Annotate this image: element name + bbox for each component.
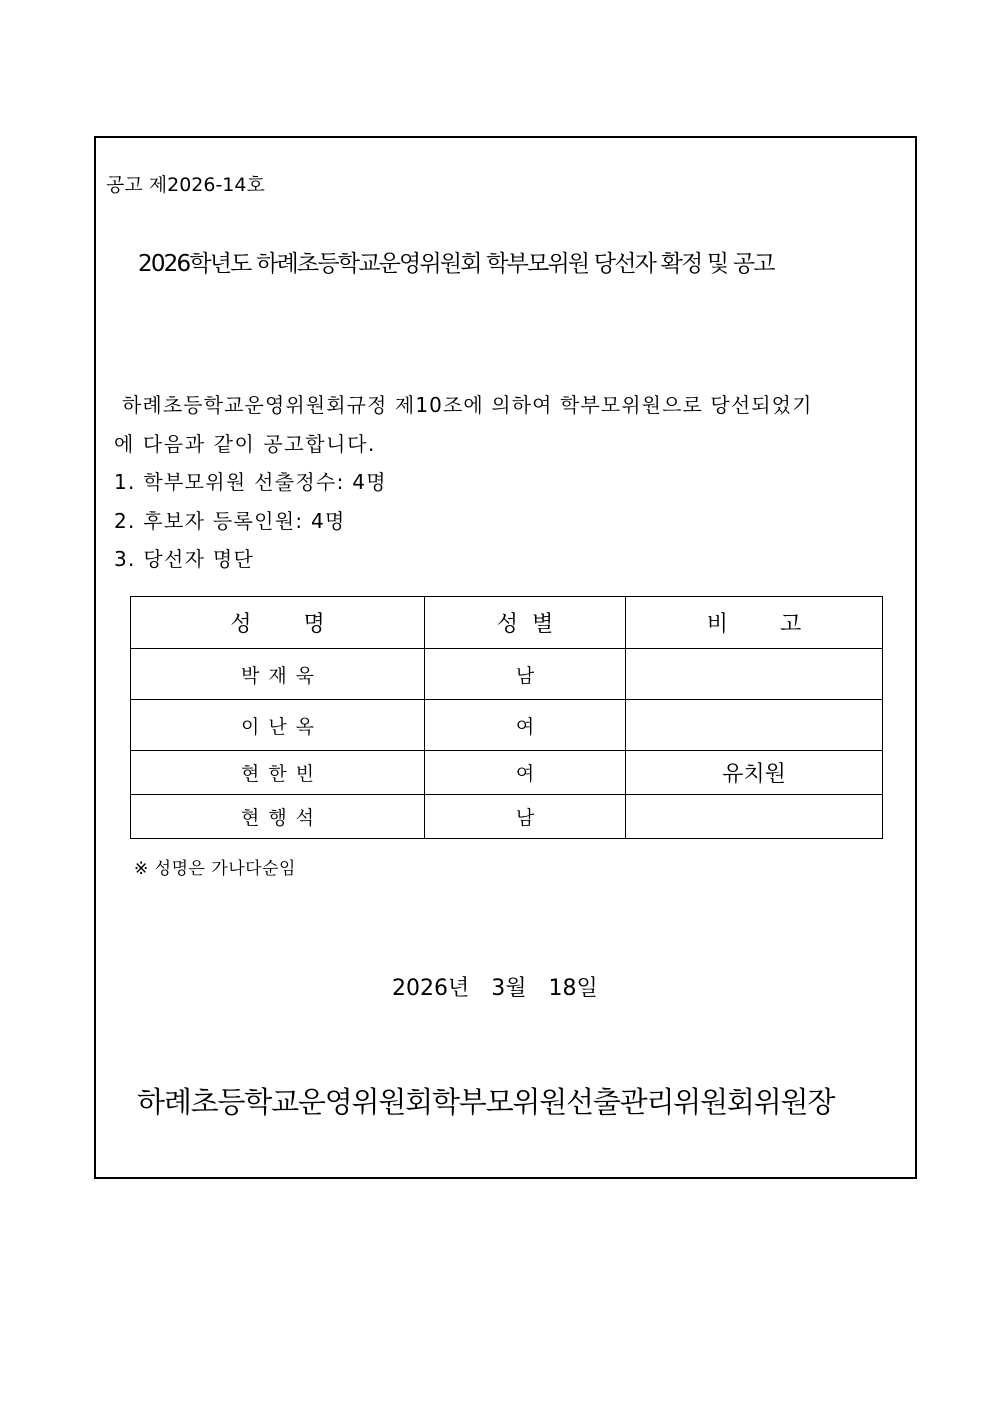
table-header-row <box>131 597 883 649</box>
document-title: 2026학년도 하례초등학교운영위원회 학부모위원 당선자 확정 및 공고 <box>138 251 774 277</box>
notice-date <box>392 971 620 1002</box>
date-year: 2026년 <box>392 976 470 1001</box>
header-note: 비고 <box>626 597 883 649</box>
cell-note <box>626 700 883 751</box>
cell-gender: 남 <box>425 649 626 700</box>
winners-table <box>130 596 883 839</box>
cell-gender: 여 <box>425 700 626 751</box>
intro-line-2: 에 다음과 같이 공고합니다. <box>114 432 376 456</box>
cell-gender: 여 <box>425 751 626 795</box>
notice-number: 공고 제2026-14호 <box>106 174 265 196</box>
cell-name: 현행석 <box>131 795 425 839</box>
cell-note <box>626 795 883 839</box>
cell-gender: 남 <box>425 795 626 839</box>
header-name: 성명 <box>131 597 425 649</box>
cell-note: 유치원 <box>626 751 883 795</box>
cell-name: 이난옥 <box>131 700 425 751</box>
intro-line-1: 하례초등학교운영위원회규정 제10조에 의하여 학부모위원으로 당선되었기 <box>122 393 813 417</box>
signer-title: 하례초등학교운영위원회학부모위원선출관리위원회위원장 <box>137 1085 835 1119</box>
date-day: 18일 <box>548 976 598 1001</box>
table-row <box>131 700 883 751</box>
cell-note <box>626 649 883 700</box>
item-winner-list: 3. 당선자 명단 <box>114 547 255 571</box>
table-row <box>131 649 883 700</box>
item-candidates: 2. 후보자 등록인원: 4명 <box>114 509 346 533</box>
cell-name: 박재욱 <box>131 649 425 700</box>
table-row <box>131 795 883 839</box>
item-quota: 1. 학부모위원 선출정수: 4명 <box>114 470 387 494</box>
footnote: ※ 성명은 가나다순임 <box>134 859 296 879</box>
table-row <box>131 751 883 795</box>
cell-name: 현한빈 <box>131 751 425 795</box>
date-month: 3월 <box>491 976 527 1001</box>
header-gender: 성별 <box>425 597 626 649</box>
